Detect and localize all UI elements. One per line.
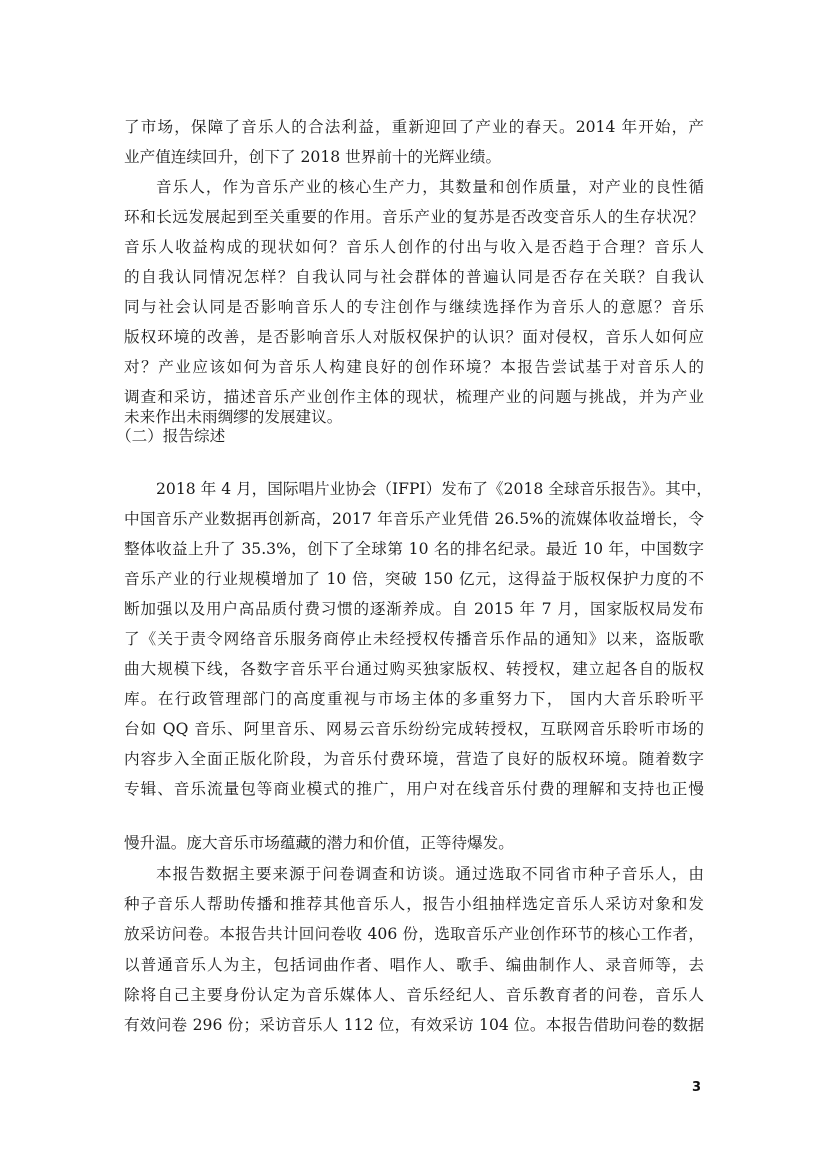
section-heading: （二）报告综述 xyxy=(116,427,226,445)
paragraph-3-line-8: 库。在行政管理部门的高度重视与市场主体的多重努力下， 国内大音乐聆听平 xyxy=(124,690,704,708)
paragraph-2-line-5: 同与社会认同是否影响音乐人的专注创作与继续选择作为音乐人的意愿？音乐 xyxy=(124,298,704,316)
paragraph-3-line-4: 音乐产业的行业规模增加了 10 倍，突破 150 亿元，这得益于版权保护力度的不 xyxy=(124,570,704,588)
paragraph-4-line-2: 种子音乐人帮助传播和推荐其他音乐人，报告小组抽样选定音乐人采访对象和发 xyxy=(124,895,704,913)
paragraph-2-line-3: 音乐人收益构成的现状如何？音乐人创作的付出与收入是否趋于合理？音乐人 xyxy=(124,238,704,256)
paragraph-2-line-2: 环和长远发展起到至关重要的作用。音乐产业的复苏是否改变音乐人的生存状况？ xyxy=(124,208,704,226)
paragraph-2-line-4: 的自我认同情况怎样？自我认同与社会群体的普遍认同是否存在关联？自我认 xyxy=(124,268,704,286)
paragraph-3-line-5: 断加强以及用户高品质付费习惯的逐渐养成。自 2015 年 7 月，国家版权局发布 xyxy=(124,600,704,618)
paragraph-4-line-3: 放采访问卷。本报告共计回问卷收 406 份，选取音乐产业创作环节的核心工作者， xyxy=(124,925,704,943)
paragraph-2-line-9: 未来作出未雨绸缪的发展建议。 xyxy=(124,408,343,426)
paragraph-2-line-6: 版权环境的改善，是否影响音乐人对版权保护的认识？面对侵权，音乐人如何应 xyxy=(124,328,704,346)
paragraph-1-line-2: 业产值连续回升，创下了 2018 世界前十的光辉业绩。 xyxy=(124,148,502,166)
paragraph-3-line-10: 内容步入全面正版化阶段，为音乐付费环境，营造了良好的版权环境。随着数字 xyxy=(124,750,704,768)
paragraph-2-line-1: 音乐人，作为音乐产业的核心生产力，其数量和创作质量，对产业的良性循 xyxy=(156,178,704,196)
paragraph-3-line-6: 了《关于责令网络音乐服务商停止未经授权传播音乐作品的通知》以来，盗版歌 xyxy=(124,630,704,648)
paragraph-3-line-9: 台如 QQ 音乐、阿里音乐、网易云音乐纷纷完成转授权，互联网音乐聆听市场的 xyxy=(124,720,704,738)
paragraph-3-line-12: 慢升温。庞大音乐市场蕴藏的潜力和价值，正等待爆发。 xyxy=(124,834,514,852)
paragraph-3-line-1: 2018 年 4 月，国际唱片业协会（IFPI）发布了《2018 全球音乐报告》。其中， xyxy=(156,480,712,498)
paragraph-3-line-2: 中国音乐产业数据再创新高，2017 年音乐产业凭借 26.5%的流媒体收益增长，令 xyxy=(124,510,704,528)
paragraph-4-line-6: 有效问卷 296 份；采访音乐人 112 位，有效采访 104 位。本报告借助问卷的数据 xyxy=(124,1016,704,1034)
paragraph-4-line-4: 以普通音乐人为主，包括词曲作者、唱作人、歌手、编曲制作人、录音师等，去 xyxy=(124,956,704,974)
paragraph-3-line-7: 曲大规模下线，各数字音乐平台通过购买独家版权、转授权，建立起各自的版权 xyxy=(124,660,704,678)
page-number: 3 xyxy=(692,1080,702,1095)
paragraph-3-line-11: 专辑、音乐流量包等商业模式的推广，用户对在线音乐付费的理解和支持也正慢 xyxy=(124,780,704,798)
paragraph-4-line-5: 除将自己主要身份认定为音乐媒体人、音乐经纪人、音乐教育者的问卷，音乐人 xyxy=(124,986,704,1004)
paragraph-1-line-1: 了市场，保障了音乐人的合法利益，重新迎回了产业的春天。2014 年开始，产 xyxy=(124,118,704,136)
paragraph-3-line-3: 整体收益上升了 35.3%，创下了全球第 10 名的排名纪录。最近 10 年，中国数字 xyxy=(124,540,704,558)
paragraph-2-line-7: 对？产业应该如何为音乐人构建良好的创作环境？本报告尝试基于对音乐人的 xyxy=(124,358,704,376)
paragraph-4-line-1: 本报告数据主要来源于问卷调查和访谈。通过选取不同省市种子音乐人，由 xyxy=(156,865,704,883)
paragraph-2-line-8: 调查和采访，描述音乐产业创作主体的现状，梳理产业的问题与挑战，并为产业 xyxy=(124,388,704,406)
